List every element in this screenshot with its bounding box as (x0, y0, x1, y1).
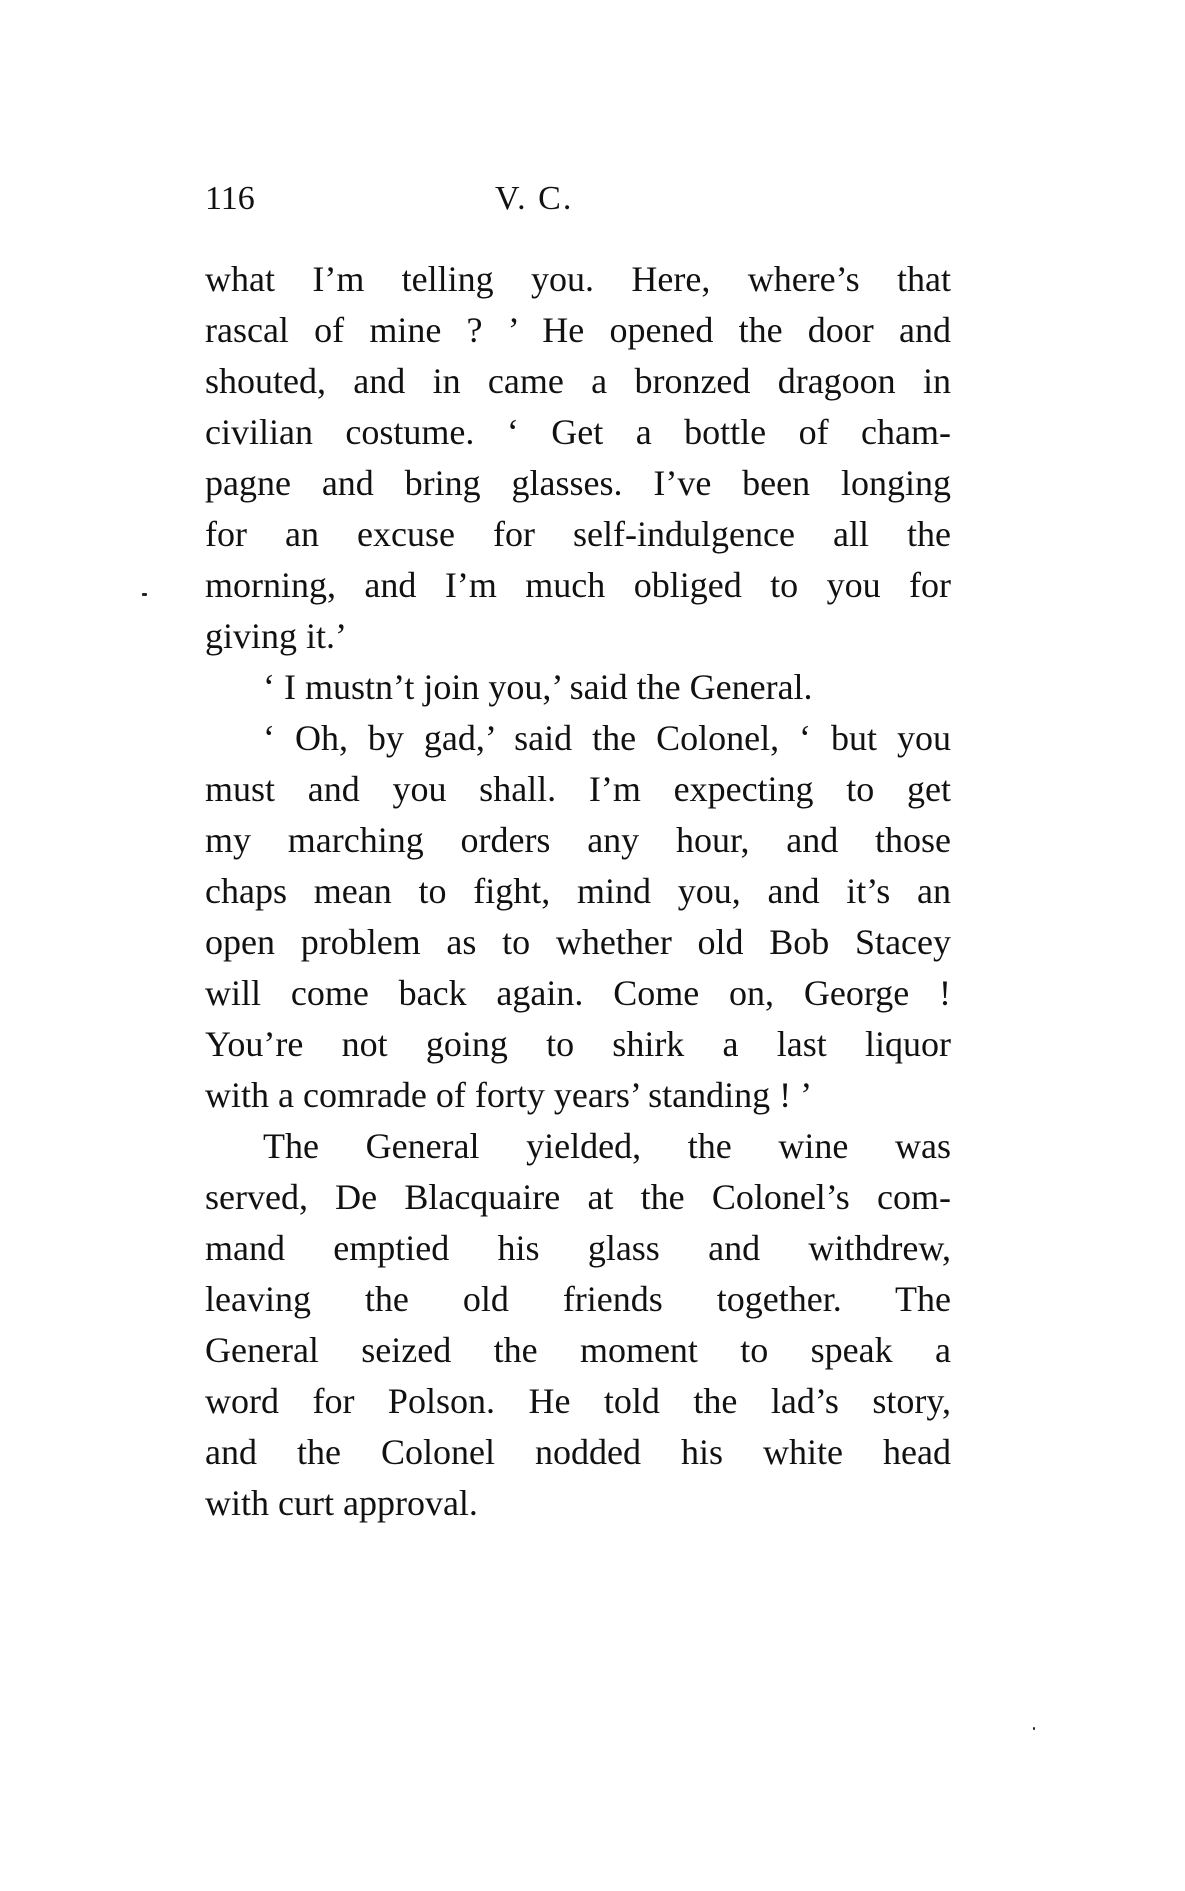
body-text (205, 254, 951, 1529)
text-line: shouted, and in came a bronzed dragoon in (205, 361, 951, 401)
text-line: word for Polson. He told the lad’s story, (205, 1381, 951, 1421)
page-header (205, 180, 951, 230)
text-line: what I’m telling you. Here, where’s that (205, 259, 951, 299)
text-line: and the Colonel nodded his white head (205, 1432, 951, 1472)
running-title: V. C. (495, 180, 574, 217)
scan-speck (1033, 1727, 1035, 1730)
text-line: must and you shall. I’m expecting to get (205, 769, 951, 809)
text-line: with a comrade of forty years’ standing ! ’ (205, 1075, 813, 1115)
text-line: General seized the moment to speak a (205, 1330, 951, 1370)
text-line: for an excuse for self-indulgence all the (205, 514, 951, 554)
text-line: The General yielded, the wine was (263, 1126, 951, 1166)
text-line: with curt approval. (205, 1483, 478, 1523)
page-number: 116 (205, 180, 255, 217)
text-line: morning, and I’m much obliged to you for (205, 565, 951, 605)
text-line: my marching orders any hour, and those (205, 820, 951, 860)
text-line: rascal of mine ? ’ He opened the door and (205, 310, 951, 350)
text-line: mand emptied his glass and withdrew, (205, 1228, 951, 1268)
text-line: open problem as to whether old Bob Stacey (205, 922, 951, 962)
text-line: giving it.’ (205, 616, 347, 656)
text-line: chaps mean to fight, mind you, and it’s an (205, 871, 951, 911)
text-line: You’re not going to shirk a last liquor (205, 1024, 951, 1064)
scan-speck (142, 593, 147, 596)
text-line: ‘ I mustn’t join you,’ said the General. (263, 667, 813, 707)
text-line: served, De Blacquaire at the Colonel’s com- (205, 1177, 951, 1217)
text-line: civilian costume. ‘ Get a bottle of cham- (205, 412, 951, 452)
text-line: will come back again. Come on, George ! (205, 973, 951, 1013)
text-line: pagne and bring glasses. I’ve been longing (205, 463, 951, 503)
text-line: ‘ Oh, by gad,’ said the Colonel, ‘ but you (263, 718, 951, 758)
text-line: leaving the old friends together. The (205, 1279, 951, 1319)
